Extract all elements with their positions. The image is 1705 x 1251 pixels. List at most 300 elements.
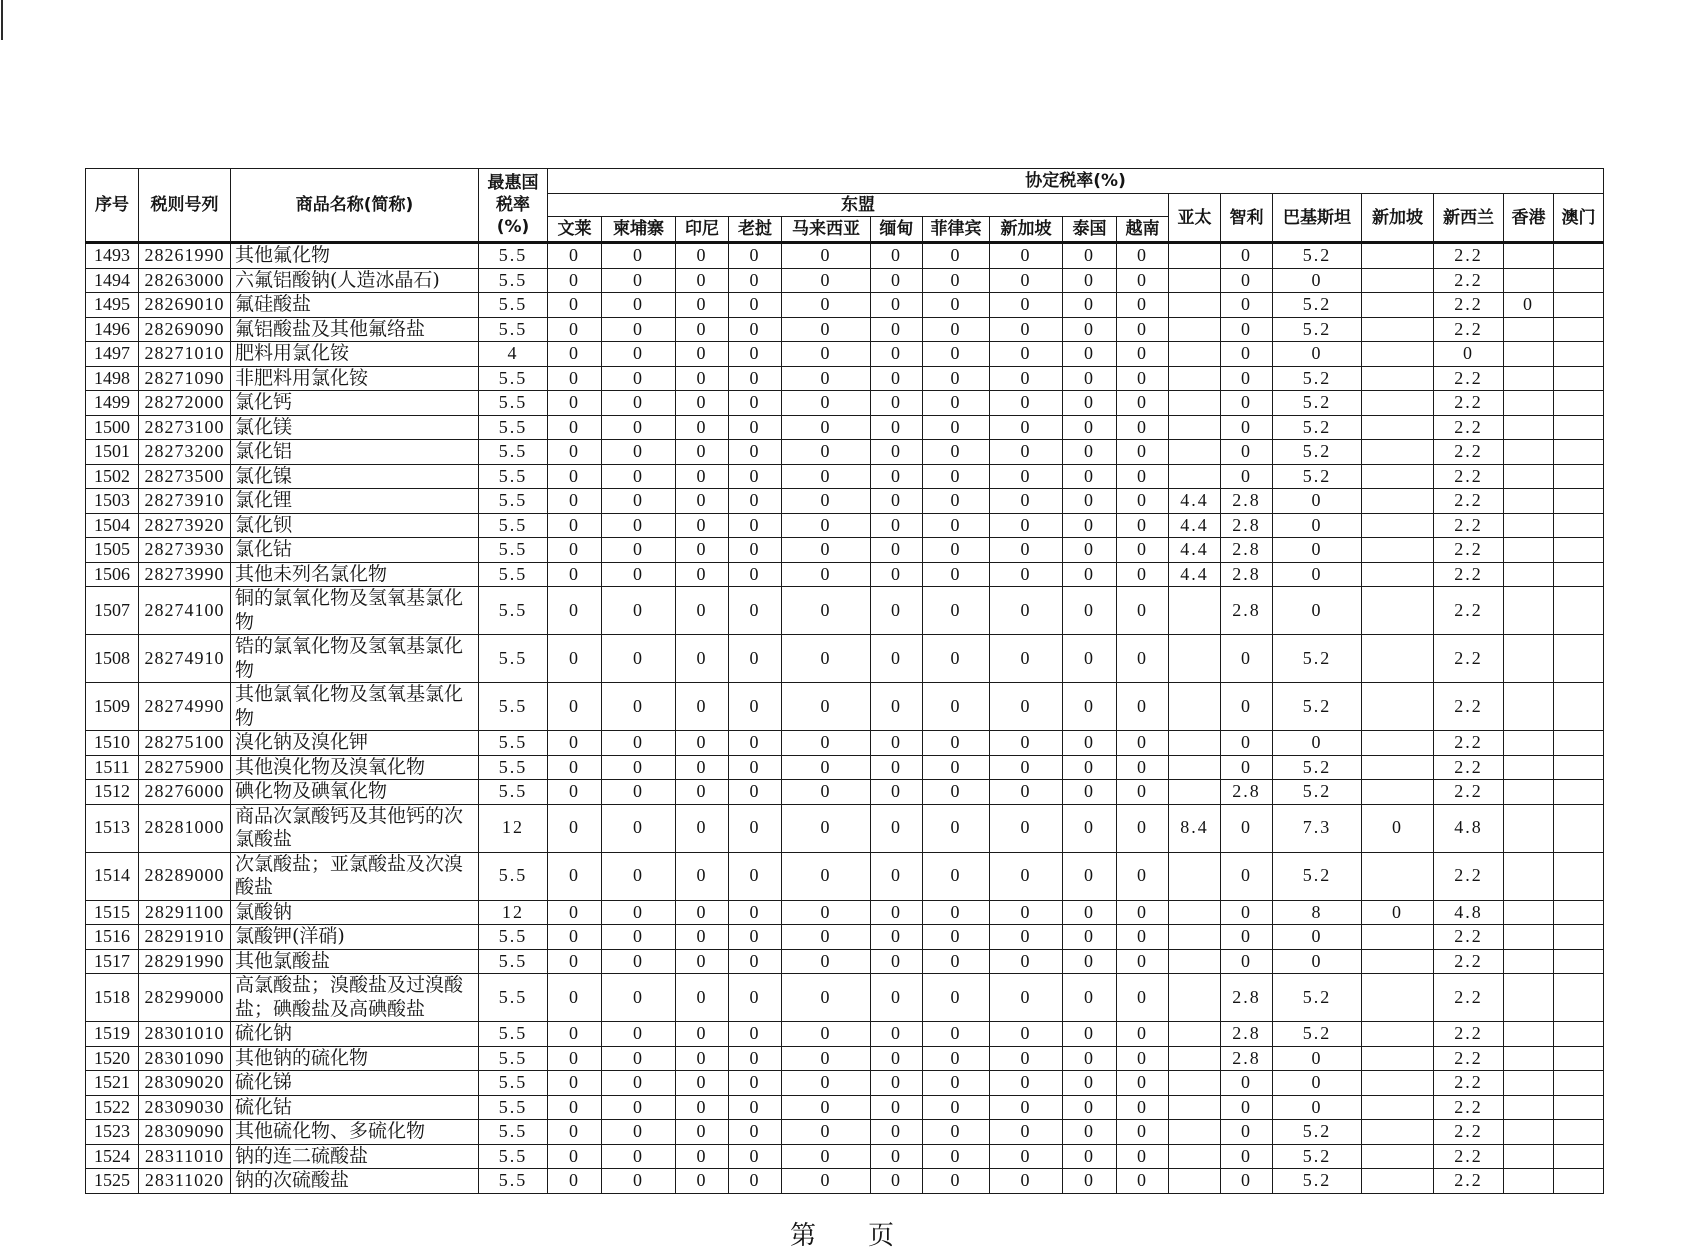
row-rate-chile: 0 (1221, 317, 1273, 342)
header-asean: 东盟 (548, 194, 1169, 217)
row-rate-asean-vietnam: 0 (1117, 464, 1169, 489)
row-rate-chile: 0 (1221, 635, 1273, 683)
row-rate-singapore-fta (1362, 415, 1434, 440)
row-rate-asean-singapore: 0 (990, 635, 1063, 683)
row-rate-asean-myanmar: 0 (871, 342, 923, 367)
row-rate-asia-pacific (1169, 925, 1221, 950)
row-rate-asean-brunei: 0 (548, 1046, 602, 1071)
row-mfn-rate: 5.5 (479, 562, 548, 587)
row-rate-asean-malaysia: 0 (782, 243, 871, 269)
row-rate-hong-kong (1504, 464, 1554, 489)
row-tariff-code: 28273100 (139, 415, 231, 440)
row-rate-macao (1554, 587, 1604, 635)
row-product-name-cell (231, 755, 479, 780)
row-rate-singapore-fta (1362, 562, 1434, 587)
row-rate-asean-indonesia: 0 (676, 1071, 729, 1096)
row-rate-asean-philippines: 0 (923, 538, 990, 563)
row-mfn-rate: 5.5 (479, 464, 548, 489)
row-rate-chile: 2.8 (1221, 974, 1273, 1022)
row-rate-asean-malaysia: 0 (782, 587, 871, 635)
table-row (86, 1095, 1604, 1120)
row-rate-asean-singapore: 0 (990, 464, 1063, 489)
row-product-name: 硫化钠 (235, 1022, 293, 1044)
row-rate-pakistan: 8 (1273, 900, 1362, 925)
row-rate-new-zealand: 2.2 (1434, 683, 1504, 731)
row-rate-hong-kong (1504, 780, 1554, 805)
row-tariff-code: 28274990 (139, 683, 231, 731)
row-product-name: 其他氟化物 (235, 244, 331, 266)
row-rate-macao (1554, 1022, 1604, 1047)
row-rate-pakistan: 0 (1273, 268, 1362, 293)
row-rate-chile: 0 (1221, 415, 1273, 440)
row-rate-asean-vietnam: 0 (1117, 780, 1169, 805)
row-rate-chile: 0 (1221, 949, 1273, 974)
row-rate-asean-malaysia: 0 (782, 1144, 871, 1169)
row-rate-asean-cambodia: 0 (602, 243, 676, 269)
row-rate-asean-myanmar: 0 (871, 1022, 923, 1047)
row-rate-asean-philippines: 0 (923, 949, 990, 974)
row-tariff-code: 28291100 (139, 900, 231, 925)
row-rate-asia-pacific: 4.4 (1169, 562, 1221, 587)
row-rate-asean-laos: 0 (729, 755, 782, 780)
row-rate-asean-vietnam: 0 (1117, 900, 1169, 925)
row-rate-asean-thailand: 0 (1063, 293, 1117, 318)
row-rate-asean-philippines: 0 (923, 755, 990, 780)
row-rate-asean-brunei: 0 (548, 1095, 602, 1120)
row-rate-asean-vietnam: 0 (1117, 755, 1169, 780)
row-rate-singapore-fta (1362, 1022, 1434, 1047)
row-rate-asean-brunei: 0 (548, 780, 602, 805)
row-seq: 1513 (86, 804, 139, 852)
row-rate-asean-singapore: 0 (990, 587, 1063, 635)
row-rate-singapore-fta (1362, 635, 1434, 683)
row-product-name-cell (231, 1046, 479, 1071)
row-rate-chile: 2.8 (1221, 489, 1273, 514)
row-rate-new-zealand: 2.2 (1434, 925, 1504, 950)
row-rate-asean-myanmar: 0 (871, 243, 923, 269)
table-row (86, 538, 1604, 563)
row-rate-asean-brunei: 0 (548, 755, 602, 780)
row-rate-asean-vietnam: 0 (1117, 1071, 1169, 1096)
row-rate-asean-indonesia: 0 (676, 489, 729, 514)
row-rate-asean-malaysia: 0 (782, 317, 871, 342)
row-rate-singapore-fta (1362, 1046, 1434, 1071)
row-rate-asean-malaysia: 0 (782, 1169, 871, 1194)
row-rate-asean-malaysia: 0 (782, 342, 871, 367)
row-rate-asean-malaysia: 0 (782, 415, 871, 440)
row-rate-asean-indonesia: 0 (676, 587, 729, 635)
row-rate-asean-cambodia: 0 (602, 1046, 676, 1071)
row-rate-hong-kong (1504, 1169, 1554, 1194)
row-rate-singapore-fta (1362, 1169, 1434, 1194)
row-rate-singapore-fta: 0 (1362, 804, 1434, 852)
row-rate-asean-thailand: 0 (1063, 317, 1117, 342)
table-row (86, 1169, 1604, 1194)
row-rate-asean-thailand: 0 (1063, 852, 1117, 900)
row-rate-asean-cambodia: 0 (602, 489, 676, 514)
row-rate-asean-vietnam: 0 (1117, 587, 1169, 635)
row-rate-asean-cambodia: 0 (602, 852, 676, 900)
row-rate-asean-indonesia: 0 (676, 900, 729, 925)
row-tariff-code: 28311020 (139, 1169, 231, 1194)
row-rate-hong-kong (1504, 900, 1554, 925)
row-rate-asean-brunei: 0 (548, 1071, 602, 1096)
row-mfn-rate: 5.5 (479, 538, 548, 563)
row-rate-hong-kong (1504, 1144, 1554, 1169)
row-rate-asean-cambodia: 0 (602, 587, 676, 635)
row-product-name-cell (231, 317, 479, 342)
page-footer-suffix: 页 (868, 1221, 895, 1251)
row-rate-asean-vietnam: 0 (1117, 366, 1169, 391)
row-rate-asean-thailand: 0 (1063, 268, 1117, 293)
row-product-name-cell (231, 513, 479, 538)
row-seq: 1502 (86, 464, 139, 489)
row-rate-asean-indonesia: 0 (676, 1022, 729, 1047)
row-rate-chile: 0 (1221, 268, 1273, 293)
row-tariff-code: 28261990 (139, 243, 231, 269)
row-product-name: 硫化钴 (235, 1095, 293, 1118)
row-rate-asean-cambodia: 0 (602, 731, 676, 756)
row-rate-asean-indonesia: 0 (676, 731, 729, 756)
header-macao: 澳门 (1554, 194, 1604, 243)
row-rate-asean-cambodia: 0 (602, 949, 676, 974)
row-rate-asean-thailand: 0 (1063, 513, 1117, 538)
row-rate-new-zealand: 2.2 (1434, 415, 1504, 440)
row-rate-asean-brunei: 0 (548, 949, 602, 974)
row-rate-asean-myanmar: 0 (871, 900, 923, 925)
row-rate-asean-thailand: 0 (1063, 780, 1117, 805)
row-seq: 1497 (86, 342, 139, 367)
row-rate-asean-vietnam: 0 (1117, 293, 1169, 318)
row-product-name: 硫化锑 (235, 1071, 293, 1093)
row-rate-asean-laos: 0 (729, 243, 782, 269)
row-rate-singapore-fta: 0 (1362, 900, 1434, 925)
row-rate-asean-singapore: 0 (990, 317, 1063, 342)
row-rate-asean-brunei: 0 (548, 489, 602, 514)
row-rate-asean-thailand: 0 (1063, 538, 1117, 563)
row-rate-asean-thailand: 0 (1063, 974, 1117, 1022)
row-rate-asean-brunei: 0 (548, 317, 602, 342)
row-rate-asean-thailand: 0 (1063, 243, 1117, 269)
row-rate-asean-laos: 0 (729, 1022, 782, 1047)
row-product-name-cell (231, 268, 479, 293)
row-rate-hong-kong (1504, 587, 1554, 635)
header-mfn-line-1: 最惠国 (487, 173, 539, 193)
row-rate-asean-laos: 0 (729, 415, 782, 440)
row-rate-asean-myanmar: 0 (871, 440, 923, 465)
row-mfn-rate: 5.5 (479, 587, 548, 635)
row-rate-singapore-fta (1362, 1095, 1434, 1120)
row-rate-new-zealand: 2.2 (1434, 852, 1504, 900)
row-rate-chile: 2.8 (1221, 1046, 1273, 1071)
row-rate-asean-cambodia: 0 (602, 293, 676, 318)
row-rate-asean-myanmar: 0 (871, 366, 923, 391)
row-rate-asean-indonesia: 0 (676, 464, 729, 489)
row-rate-asean-malaysia: 0 (782, 731, 871, 756)
table-row (86, 925, 1604, 950)
row-rate-asean-laos: 0 (729, 391, 782, 416)
row-rate-new-zealand: 2.2 (1434, 1071, 1504, 1096)
row-rate-asean-brunei: 0 (548, 1169, 602, 1194)
table-row (86, 780, 1604, 805)
row-rate-singapore-fta (1362, 464, 1434, 489)
row-seq: 1515 (86, 900, 139, 925)
row-rate-asean-myanmar: 0 (871, 1169, 923, 1194)
row-rate-chile: 0 (1221, 1120, 1273, 1145)
row-seq: 1521 (86, 1071, 139, 1096)
row-rate-new-zealand: 2.2 (1434, 780, 1504, 805)
row-rate-asean-brunei: 0 (548, 900, 602, 925)
row-seq: 1514 (86, 852, 139, 900)
row-rate-pakistan: 5.2 (1273, 464, 1362, 489)
row-mfn-rate: 5.5 (479, 1144, 548, 1169)
row-rate-asean-thailand: 0 (1063, 391, 1117, 416)
row-rate-asean-singapore: 0 (990, 243, 1063, 269)
row-rate-new-zealand: 2.2 (1434, 391, 1504, 416)
row-rate-hong-kong (1504, 1022, 1554, 1047)
row-tariff-code: 28271090 (139, 366, 231, 391)
row-rate-singapore-fta (1362, 755, 1434, 780)
row-rate-asean-malaysia: 0 (782, 683, 871, 731)
row-rate-hong-kong: 0 (1504, 293, 1554, 318)
row-rate-asean-myanmar: 0 (871, 538, 923, 563)
row-rate-asia-pacific (1169, 852, 1221, 900)
row-tariff-code: 28272000 (139, 391, 231, 416)
row-rate-hong-kong (1504, 852, 1554, 900)
row-rate-asean-philippines: 0 (923, 1046, 990, 1071)
row-rate-asean-laos: 0 (729, 804, 782, 852)
row-product-name: 其他溴化物及溴氧化物 (235, 755, 426, 778)
row-rate-asia-pacific (1169, 1046, 1221, 1071)
row-rate-hong-kong (1504, 731, 1554, 756)
row-tariff-code: 28289000 (139, 852, 231, 900)
row-rate-new-zealand: 2.2 (1434, 366, 1504, 391)
row-rate-asean-brunei: 0 (548, 804, 602, 852)
row-rate-asean-brunei: 0 (548, 925, 602, 950)
header-pakistan: 巴基斯坦 (1273, 194, 1362, 243)
row-rate-pakistan: 5.2 (1273, 366, 1362, 391)
row-rate-asean-singapore: 0 (990, 925, 1063, 950)
row-rate-hong-kong (1504, 366, 1554, 391)
row-rate-asean-singapore: 0 (990, 780, 1063, 805)
row-rate-new-zealand: 4.8 (1434, 804, 1504, 852)
row-rate-asean-indonesia: 0 (676, 949, 729, 974)
row-mfn-rate: 5.5 (479, 925, 548, 950)
row-mfn-rate: 5.5 (479, 1095, 548, 1120)
row-rate-asean-myanmar: 0 (871, 1046, 923, 1071)
row-rate-asean-malaysia: 0 (782, 489, 871, 514)
row-product-name-cell (231, 804, 479, 852)
row-rate-asean-cambodia: 0 (602, 683, 676, 731)
row-rate-asean-singapore: 0 (990, 974, 1063, 1022)
row-rate-singapore-fta (1362, 974, 1434, 1022)
row-rate-hong-kong (1504, 1095, 1554, 1120)
row-rate-chile: 0 (1221, 755, 1273, 780)
row-rate-asean-laos: 0 (729, 683, 782, 731)
row-rate-asia-pacific (1169, 1095, 1221, 1120)
row-rate-chile: 0 (1221, 1095, 1273, 1120)
row-product-name: 氯酸钠 (235, 900, 293, 923)
row-rate-asia-pacific (1169, 780, 1221, 805)
row-rate-new-zealand: 2.2 (1434, 635, 1504, 683)
row-mfn-rate: 5.5 (479, 974, 548, 1022)
row-rate-hong-kong (1504, 440, 1554, 465)
header-asean-brunei: 文莱 (548, 217, 602, 243)
row-rate-asean-myanmar: 0 (871, 683, 923, 731)
row-seq: 1506 (86, 562, 139, 587)
row-rate-pakistan: 5.2 (1273, 755, 1362, 780)
row-rate-asean-vietnam: 0 (1117, 538, 1169, 563)
row-rate-asean-laos: 0 (729, 974, 782, 1022)
row-rate-asean-malaysia: 0 (782, 562, 871, 587)
row-rate-chile: 0 (1221, 1144, 1273, 1169)
row-rate-chile: 2.8 (1221, 513, 1273, 538)
header-asean-myanmar: 缅甸 (871, 217, 923, 243)
row-rate-asia-pacific (1169, 974, 1221, 1022)
row-rate-asean-myanmar: 0 (871, 1071, 923, 1096)
row-rate-asean-vietnam: 0 (1117, 731, 1169, 756)
row-product-name: 氟铝酸盐及其他氟络盐 (235, 317, 426, 340)
row-rate-asean-myanmar: 0 (871, 587, 923, 635)
row-rate-asean-philippines: 0 (923, 415, 990, 440)
row-tariff-code: 28281000 (139, 804, 231, 852)
row-rate-asean-cambodia: 0 (602, 804, 676, 852)
row-seq: 1495 (86, 293, 139, 318)
row-rate-asean-cambodia: 0 (602, 1169, 676, 1194)
row-product-name: 溴化钠及溴化钾 (235, 731, 369, 753)
row-rate-new-zealand: 2.2 (1434, 293, 1504, 318)
row-product-name-cell (231, 293, 479, 318)
row-rate-asean-cambodia: 0 (602, 1144, 676, 1169)
row-rate-asean-vietnam: 0 (1117, 513, 1169, 538)
row-tariff-code: 28274910 (139, 635, 231, 683)
row-mfn-rate: 5.5 (479, 440, 548, 465)
row-rate-asean-malaysia: 0 (782, 900, 871, 925)
row-rate-macao (1554, 489, 1604, 514)
row-product-name: 其他氯氧化物及氢氧基氯化物 (235, 683, 464, 729)
row-product-name: 六氟铝酸钠(人造冰晶石) (235, 268, 440, 291)
row-rate-asean-cambodia: 0 (602, 974, 676, 1022)
row-rate-macao (1554, 562, 1604, 587)
row-rate-macao (1554, 538, 1604, 563)
row-rate-singapore-fta (1362, 852, 1434, 900)
row-rate-asean-brunei: 0 (548, 464, 602, 489)
header-seq: 序号 (86, 169, 139, 243)
row-rate-asean-indonesia: 0 (676, 1095, 729, 1120)
row-rate-macao (1554, 804, 1604, 852)
row-rate-asean-philippines: 0 (923, 900, 990, 925)
row-rate-asean-laos: 0 (729, 1095, 782, 1120)
row-product-name-cell (231, 538, 479, 563)
row-rate-macao (1554, 317, 1604, 342)
table-row (86, 317, 1604, 342)
row-rate-singapore-fta (1362, 780, 1434, 805)
row-rate-asean-indonesia: 0 (676, 1120, 729, 1145)
row-rate-asean-myanmar: 0 (871, 1120, 923, 1145)
row-rate-asean-malaysia: 0 (782, 804, 871, 852)
header-product-name: 商品名称(简称) (231, 169, 479, 243)
row-rate-macao (1554, 440, 1604, 465)
row-rate-asean-thailand: 0 (1063, 415, 1117, 440)
row-rate-asean-cambodia: 0 (602, 342, 676, 367)
row-rate-asean-indonesia: 0 (676, 415, 729, 440)
row-rate-asean-brunei: 0 (548, 731, 602, 756)
table-row (86, 268, 1604, 293)
row-product-name: 其他氯酸盐 (235, 949, 331, 972)
row-mfn-rate: 5.5 (479, 415, 548, 440)
row-rate-singapore-fta (1362, 342, 1434, 367)
row-rate-asean-laos: 0 (729, 268, 782, 293)
row-product-name: 氯化锂 (235, 489, 293, 511)
row-rate-pakistan: 0 (1273, 587, 1362, 635)
row-rate-pakistan: 5.2 (1273, 683, 1362, 731)
table-row (86, 391, 1604, 416)
row-rate-asean-thailand: 0 (1063, 925, 1117, 950)
row-rate-asean-myanmar: 0 (871, 974, 923, 1022)
row-product-name: 氯化铝 (235, 440, 293, 462)
row-rate-asean-cambodia: 0 (602, 925, 676, 950)
row-rate-asean-thailand: 0 (1063, 1071, 1117, 1096)
row-rate-singapore-fta (1362, 489, 1434, 514)
row-rate-hong-kong (1504, 1071, 1554, 1096)
row-rate-asean-laos: 0 (729, 489, 782, 514)
row-rate-asean-myanmar: 0 (871, 804, 923, 852)
row-rate-asia-pacific (1169, 391, 1221, 416)
row-rate-asean-malaysia: 0 (782, 440, 871, 465)
row-rate-asean-cambodia: 0 (602, 317, 676, 342)
row-tariff-code: 28275900 (139, 755, 231, 780)
row-rate-hong-kong (1504, 755, 1554, 780)
row-rate-asean-thailand: 0 (1063, 1120, 1117, 1145)
row-rate-asia-pacific (1169, 949, 1221, 974)
row-rate-pakistan: 0 (1273, 949, 1362, 974)
row-product-name-cell (231, 949, 479, 974)
row-rate-new-zealand: 2.2 (1434, 464, 1504, 489)
row-rate-asean-indonesia: 0 (676, 366, 729, 391)
row-rate-asean-singapore: 0 (990, 1169, 1063, 1194)
row-rate-asean-thailand: 0 (1063, 464, 1117, 489)
row-tariff-code: 28275100 (139, 731, 231, 756)
row-rate-asean-thailand: 0 (1063, 1144, 1117, 1169)
table-row (86, 635, 1604, 683)
row-rate-asean-cambodia: 0 (602, 366, 676, 391)
row-seq: 1494 (86, 268, 139, 293)
row-rate-asean-brunei: 0 (548, 366, 602, 391)
row-rate-hong-kong (1504, 974, 1554, 1022)
row-rate-macao (1554, 755, 1604, 780)
table-row (86, 342, 1604, 367)
row-rate-macao (1554, 731, 1604, 756)
row-rate-asean-indonesia: 0 (676, 1144, 729, 1169)
header-tariff-code: 税则号列 (139, 169, 231, 243)
row-rate-asean-myanmar: 0 (871, 391, 923, 416)
row-rate-asean-malaysia: 0 (782, 1120, 871, 1145)
row-rate-asean-vietnam: 0 (1117, 342, 1169, 367)
row-mfn-rate: 5.5 (479, 1169, 548, 1194)
row-rate-macao (1554, 635, 1604, 683)
row-rate-chile: 0 (1221, 243, 1273, 269)
row-rate-pakistan: 5.2 (1273, 780, 1362, 805)
row-rate-macao (1554, 1144, 1604, 1169)
row-rate-asean-vietnam: 0 (1117, 243, 1169, 269)
page-footer-prefix: 第 (790, 1221, 817, 1251)
row-rate-new-zealand: 2.2 (1434, 440, 1504, 465)
row-rate-new-zealand: 2.2 (1434, 317, 1504, 342)
row-rate-macao (1554, 391, 1604, 416)
row-rate-asean-malaysia: 0 (782, 1046, 871, 1071)
row-rate-asean-indonesia: 0 (676, 683, 729, 731)
row-rate-asia-pacific (1169, 683, 1221, 731)
